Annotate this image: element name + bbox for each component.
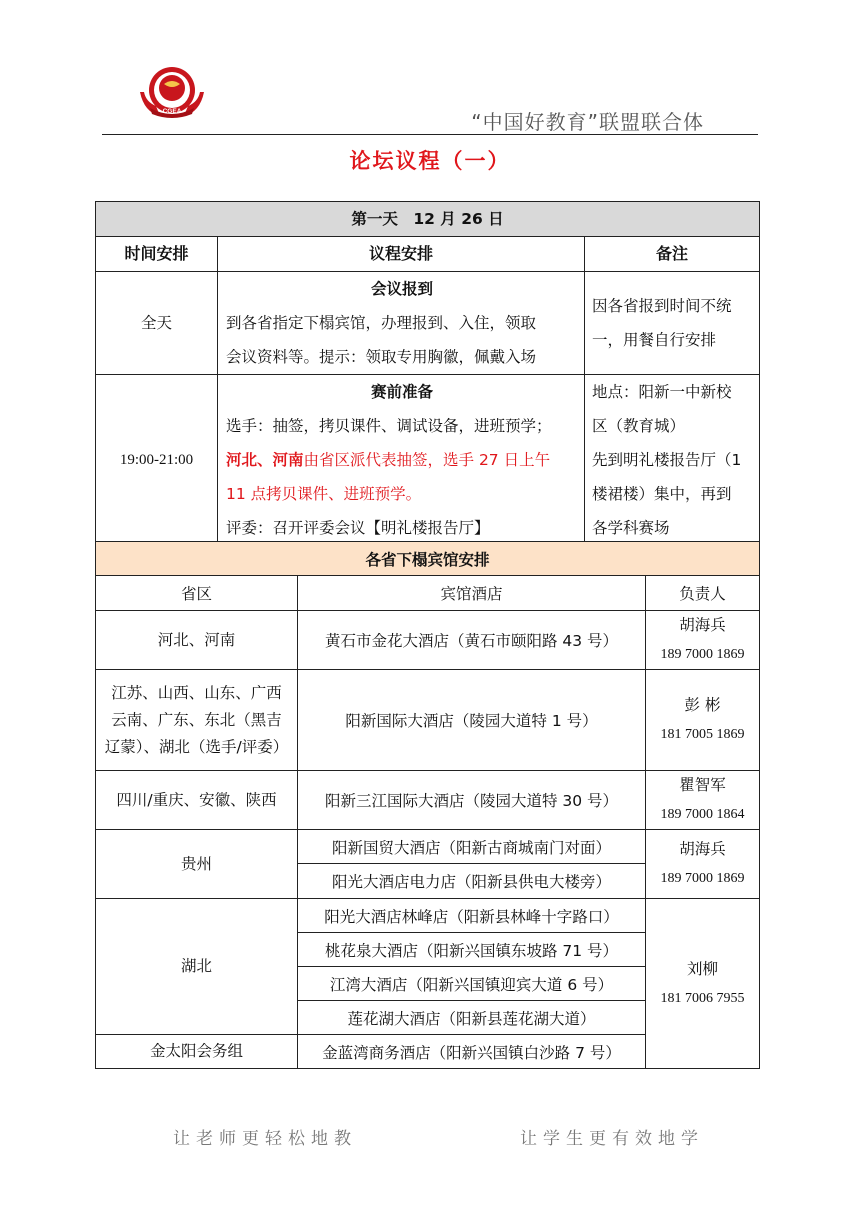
note-line: 一，用餐自行安排 — [592, 331, 717, 349]
province-line: 辽蒙）、湖北（选手/评委） — [104, 737, 289, 756]
contact-cell — [646, 771, 760, 830]
hotel-cell: 桃花泉大酒店（阳新兴国镇东坡路 71 号） — [298, 933, 646, 967]
note-line: 楼裙楼）集中，再到 — [592, 485, 732, 503]
column-header-time: 时间安排 — [96, 237, 218, 272]
province-cell: 贵州 — [96, 830, 298, 899]
note-line: 各学科赛场 — [592, 519, 670, 537]
contact-cell — [646, 899, 760, 1069]
note-line: 区（教育城） — [592, 417, 686, 435]
contact-phone: 189 7000 1869 — [660, 647, 745, 662]
contact-cell — [646, 830, 760, 899]
hotel-cell: 阳光大酒店电力店（阳新县供电大楼旁） — [298, 864, 646, 899]
contact-name: 胡海兵 — [679, 616, 726, 634]
agenda-note — [585, 272, 760, 375]
agenda-time: 全天 — [96, 272, 218, 375]
highlighted-provinces: 河北、河南 — [226, 451, 304, 469]
organization-name: “中国好教育”联盟联合体 — [471, 110, 704, 134]
contact-phone: 189 7000 1869 — [660, 871, 745, 886]
hotel-cell: 莲花湖大酒店（阳新县莲花湖大道） — [298, 1001, 646, 1035]
column-header-agenda: 议程安排 — [218, 237, 585, 272]
hotel-cell: 阳光大酒店林峰店（阳新县林峰十字路口） — [298, 899, 646, 933]
footer-slogan-left: 让老师更轻松地教 — [173, 1129, 357, 1149]
hotel-cell: 阳新三江国际大酒店（陵园大道特 30 号） — [298, 771, 646, 830]
contact-name: 刘柳 — [686, 959, 718, 978]
agenda-heading: 赛前准备 — [370, 383, 433, 401]
page-title: 论坛议程（一） — [349, 149, 511, 173]
contact-cell — [646, 611, 760, 670]
province-cell: 湖北 — [96, 899, 298, 1035]
hotel-table — [95, 541, 760, 1069]
hotel-cell: 黄石市金花大酒店（黄石市颐阳路 43 号） — [298, 611, 646, 670]
province-cell — [96, 670, 298, 771]
hotel-cell: 金蓝湾商务酒店（阳新兴国镇白沙路 7 号） — [298, 1035, 646, 1069]
column-header-province: 省区 — [96, 576, 298, 611]
contact-cell — [646, 670, 760, 771]
agenda-note — [585, 375, 760, 546]
agenda-table — [95, 201, 760, 546]
agenda-line: 到各省指定下榻宾馆，办理报到、入住，领取 — [226, 314, 537, 332]
agenda-line: 选手：抽签，拷贝课件、调试设备，进班预学； — [226, 417, 552, 435]
agenda-item — [218, 272, 585, 375]
column-header-notes: 备注 — [585, 237, 760, 272]
agenda-time: 19:00-21:00 — [96, 375, 218, 546]
day-header: 第一天 12 月 26 日 — [96, 202, 760, 237]
province-cell: 四川/重庆、安徽、陕西 — [96, 771, 298, 830]
footer-slogan-right: 让学生更有效地学 — [520, 1129, 704, 1149]
contact-name: 彭 彬 — [684, 696, 721, 714]
highlighted-notice: 由省区派代表抽签，选手 27 日上午 — [303, 451, 551, 469]
province-cell: 金太阳会务组 — [96, 1035, 298, 1069]
contact-phone: 189 7000 1864 — [660, 807, 745, 822]
column-header-hotel: 宾馆酒店 — [298, 576, 646, 611]
province-line: 江苏、山西、山东、广西 — [111, 683, 282, 702]
agenda-line: 评委：召开评委会议【明礼楼报告厅】 — [226, 519, 490, 537]
note-line: 因各省报到时间不统 — [592, 297, 732, 315]
agenda-line: 会议资料等。提示：领取专用胸徽，佩戴入场 — [226, 348, 537, 366]
hotel-section-title: 各省下榻宾馆安排 — [96, 542, 760, 576]
note-line: 先到明礼楼报告厅（1 — [592, 451, 742, 469]
cgea-logo — [136, 62, 208, 120]
note-line: 地点：阳新一中新校 — [592, 383, 732, 401]
province-line: 云南、广东、东北（黑吉 — [111, 710, 282, 729]
contact-phone: 181 7006 7955 — [660, 990, 745, 1006]
agenda-item — [218, 375, 585, 546]
contact-name: 瞿智军 — [679, 776, 726, 794]
province-cell: 河北、河南 — [96, 611, 298, 670]
highlighted-notice-cont: 11 点拷贝课件、进班预学。 — [226, 485, 422, 503]
header-rule — [102, 134, 758, 135]
column-header-person: 负责人 — [646, 576, 760, 611]
contact-phone: 181 7005 1869 — [660, 727, 745, 742]
contact-name: 胡海兵 — [679, 840, 726, 858]
hotel-cell: 阳新国际大酒店（陵园大道特 1 号） — [298, 670, 646, 771]
hotel-cell: 阳新国贸大酒店（阳新古商城南门对面） — [298, 830, 646, 864]
agenda-heading: 会议报到 — [370, 280, 433, 298]
svg-text:CGEA: CGEA — [162, 108, 182, 115]
hotel-cell: 江湾大酒店（阳新兴国镇迎宾大道 6 号） — [298, 967, 646, 1001]
